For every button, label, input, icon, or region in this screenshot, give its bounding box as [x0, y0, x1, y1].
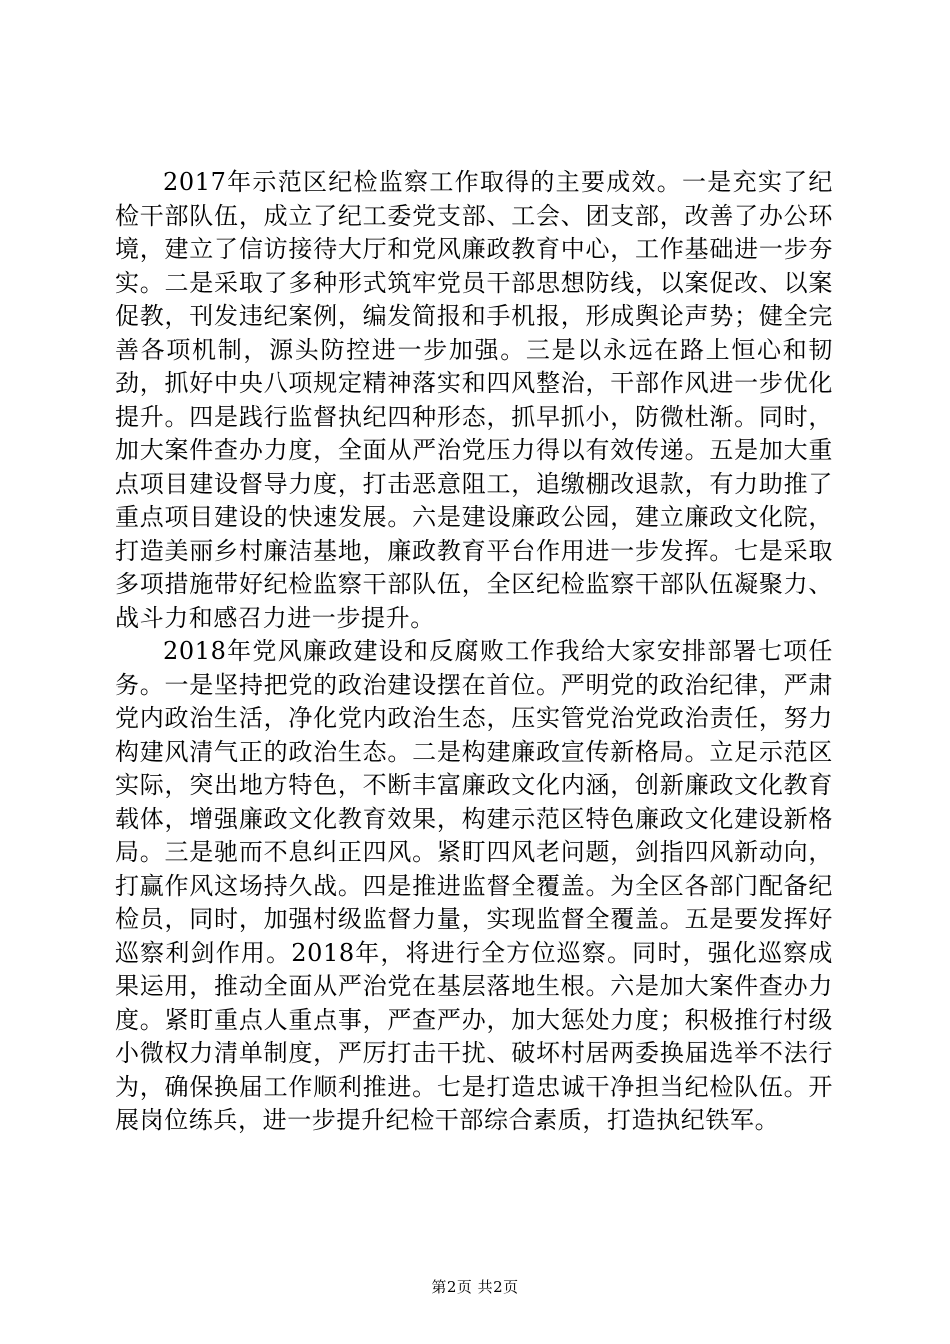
paragraph-2018-tasks: 2018年党风廉政建设和反腐败工作我给大家安排部署七项任务。一是坚持把党的政治建设摆在首位。严明党的政治纪律，严肃党内政治生活，净化党内政治生态，压实管党治党政治责任，努力构建风清气正的政治生态。二是构建廉政宣传新格局。立足示范区实际，突出地方特色，不断丰富廉政文化内涵，创新廉政文化教育载体，增强廉政文化教育效果，构建示范区特色廉政文化建设新格局。三是驰而不息纠正四风。紧盯四风老问题，剑指四风新动向，打赢作风这场持久战。四是推进监督全覆盖。为全区各部门配备纪检员，同时，加强村级监督力量，实现监督全覆盖。五是要发挥好巡察利剑作用。2018年，将进行全方位巡察。同时，强化巡察成果运用，推动全面从严治党在基层落地生根。六是加大案件查办力度。紧盯重点人重点事，严查严办，加大惩处力度；积极推行村级小微权力清单制度，严厉打击干扰、破坏村居两委换届选举不法行为，确保换届工作顺利推进。七是打造忠诚干净担当纪检队伍。开展岗位练兵，进一步提升纪检干部综合素质，打造执纪铁军。 [115, 637, 833, 1134]
document-body [115, 166, 833, 1138]
page-footer: 第2页 共2页 [431, 1278, 519, 1296]
paragraph-2017-achievements: 2017年示范区纪检监察工作取得的主要成效。一是充实了纪检干部队伍，成立了纪工委党支部、工会、团支部，改善了办公环境，建立了信访接待大厅和党风廉政教育中心，工作基础进一步夯实。二是采取了多种形式筑牢党员干部思想防线，以案促改、以案促教，刊发违纪案例，编发简报和手机报，形成舆论声势；健全完善各项机制，源头防控进一步加强。三是以永远在路上恒心和韧劲，抓好中央八项规定精神落实和四风整治，干部作风进一步优化提升。四是践行监督执纪四种形态，抓早抓小，防微杜渐。同时，加大案件查办力度，全面从严治党压力得以有效传递。五是加大重点项目建设督导力度，打击恶意阻工，追缴棚改退款，有力助推了重点项目建设的快速发展。六是建设廉政公园，建立廉政文化院，打造美丽乡村廉洁基地，廉政教育平台作用进一步发挥。七是采取多项措施带好纪检监察干部队伍，全区纪检监察干部队伍凝聚力、战斗力和感召力进一步提升。 [115, 168, 833, 632]
